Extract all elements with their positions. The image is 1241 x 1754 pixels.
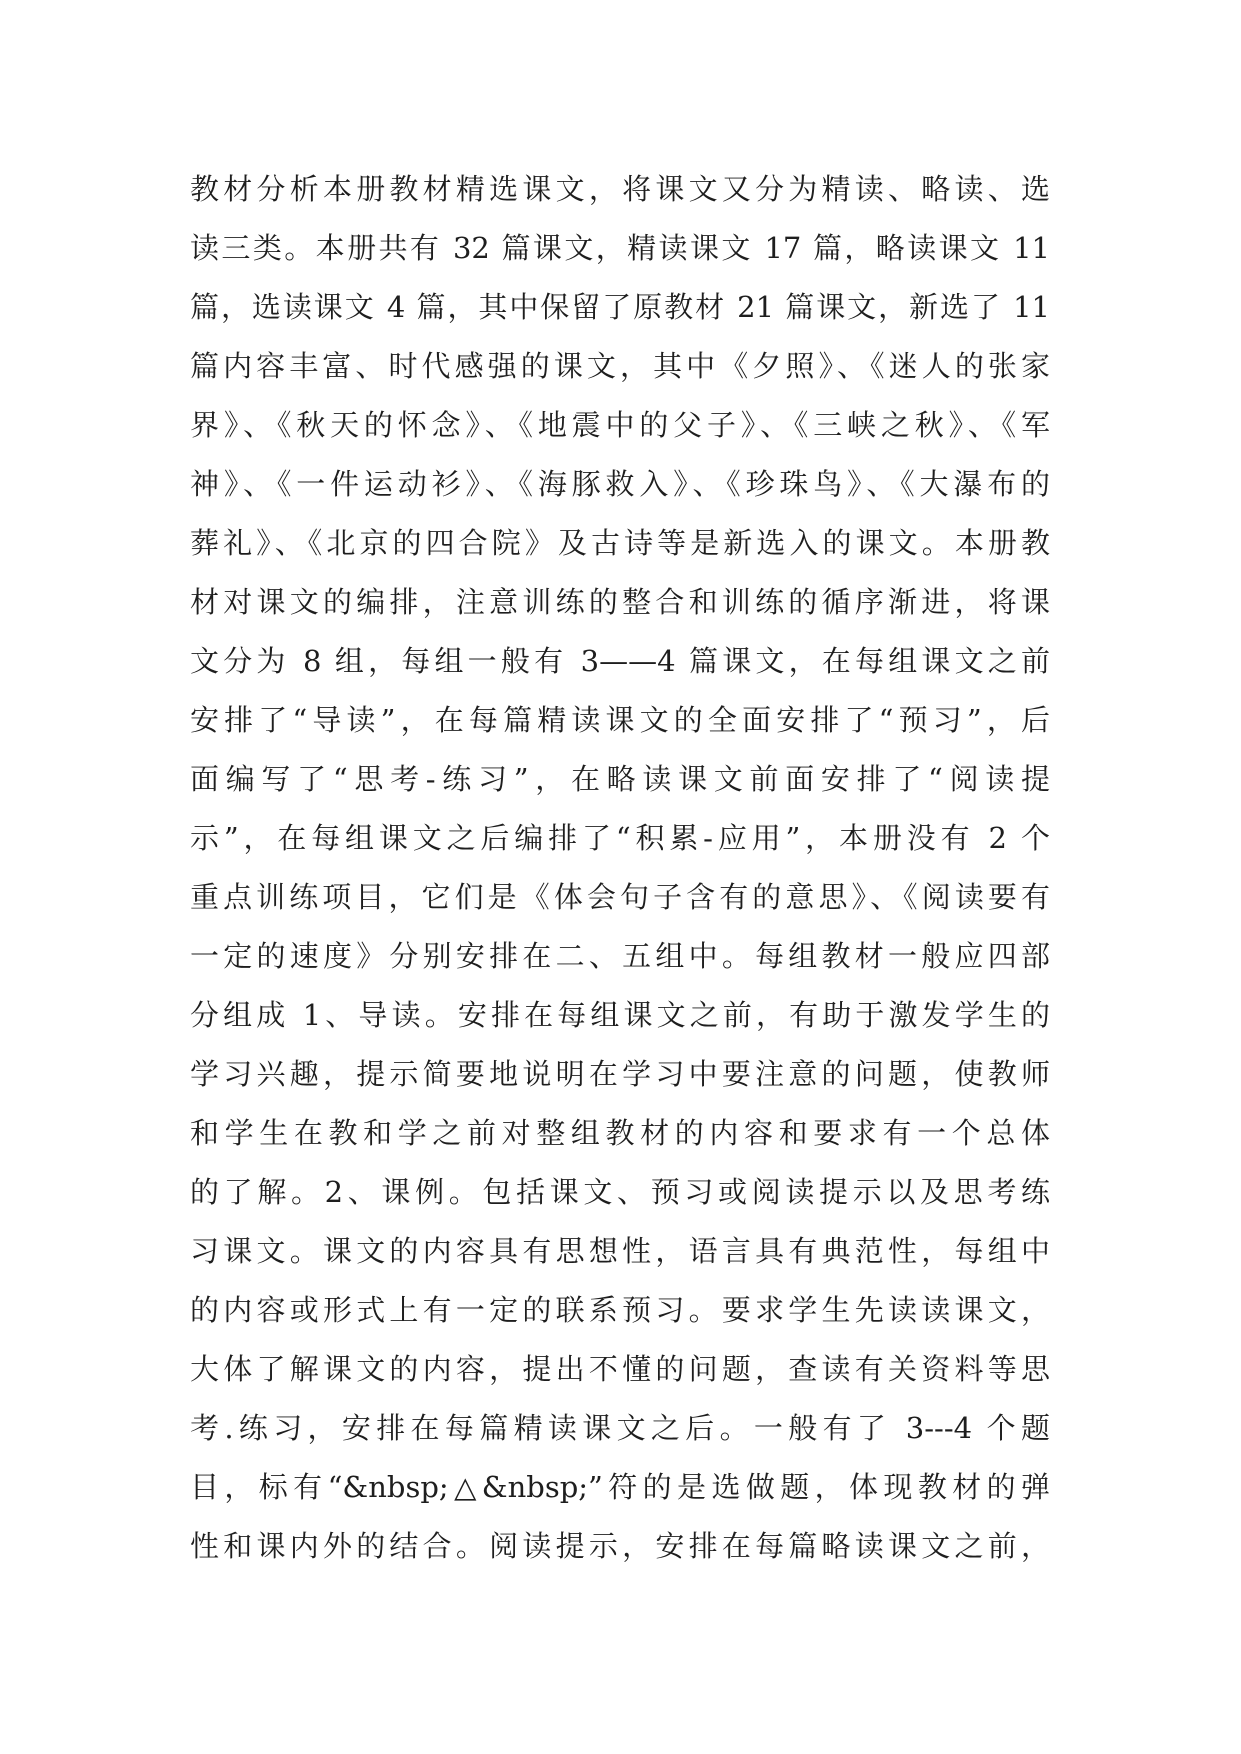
text-line: 面编写了“思考-练习”，在略读课文前面安排了“阅读提 — [190, 762, 1050, 796]
text-line: 重点训练项目，它们是《体会句子含有的意思》、《阅读要有 — [190, 880, 1050, 914]
text-line: 分组成 1、导读。安排在每组课文之前，有助于激发学生的 — [190, 998, 1050, 1032]
text-line: 一定的速度》分别安排在二、五组中。每组教材一般应四部 — [190, 939, 1050, 973]
text-line: 大体了解课文的内容，提出不懂的问题，查读有关资料等思 — [190, 1352, 1050, 1386]
text-line: 习课文。课文的内容具有思想性，语言具有典范性，每组中 — [190, 1234, 1050, 1268]
text-line: 教材分析本册教材精选课文，将课文又分为精读、略读、选 — [190, 172, 1050, 206]
text-line: 考.练习，安排在每篇精读课文之后。一般有了 3---4 个题 — [190, 1411, 1050, 1445]
text-line: 和学生在教和学之前对整组教材的内容和要求有一个总体 — [190, 1116, 1050, 1150]
text-line: 材对课文的编排，注意训练的整合和训练的循序渐进，将课 — [190, 585, 1050, 619]
text-line: 学习兴趣，提示简要地说明在学习中要注意的问题，使教师 — [190, 1057, 1050, 1091]
text-line: 性和课内外的结合。阅读提示，安排在每篇略读课文之前， — [190, 1529, 1050, 1563]
text-line: 篇，选读课文 4 篇，其中保留了原教材 21 篇课文，新选了 11 — [190, 290, 1050, 324]
text-line: 的内容或形式上有一定的联系预习。要求学生先读读课文， — [190, 1293, 1050, 1327]
text-line: 神》、《一件运动衫》、《海豚救入》、《珍珠鸟》、《大瀑布的 — [190, 467, 1050, 501]
text-line: 葬礼》、《北京的四合院》及古诗等是新选入的课文。本册教 — [190, 526, 1050, 560]
text-line: 示”，在每组课文之后编排了“积累-应用”，本册没有 2 个 — [190, 821, 1050, 855]
text-line: 读三类。本册共有 32 篇课文，精读课文 17 篇，略读课文 11 — [190, 231, 1050, 265]
body-paragraph — [190, 160, 1050, 1576]
text-line: 篇内容丰富、时代感强的课文，其中《夕照》、《迷人的张家 — [190, 349, 1050, 383]
text-line: 界》、《秋天的怀念》、《地震中的父子》、《三峡之秋》、《军 — [190, 408, 1050, 442]
text-line: 目，标有“&nbsp;△&nbsp;”符的是选做题，体现教材的弹 — [190, 1470, 1050, 1504]
text-line: 文分为 8 组，每组一般有 3——4 篇课文，在每组课文之前 — [190, 644, 1050, 678]
text-line: 安排了“导读”，在每篇精读课文的全面安排了“预习”，后 — [190, 703, 1050, 737]
text-line: 的了解。2、课例。包括课文、预习或阅读提示以及思考练 — [190, 1175, 1050, 1209]
